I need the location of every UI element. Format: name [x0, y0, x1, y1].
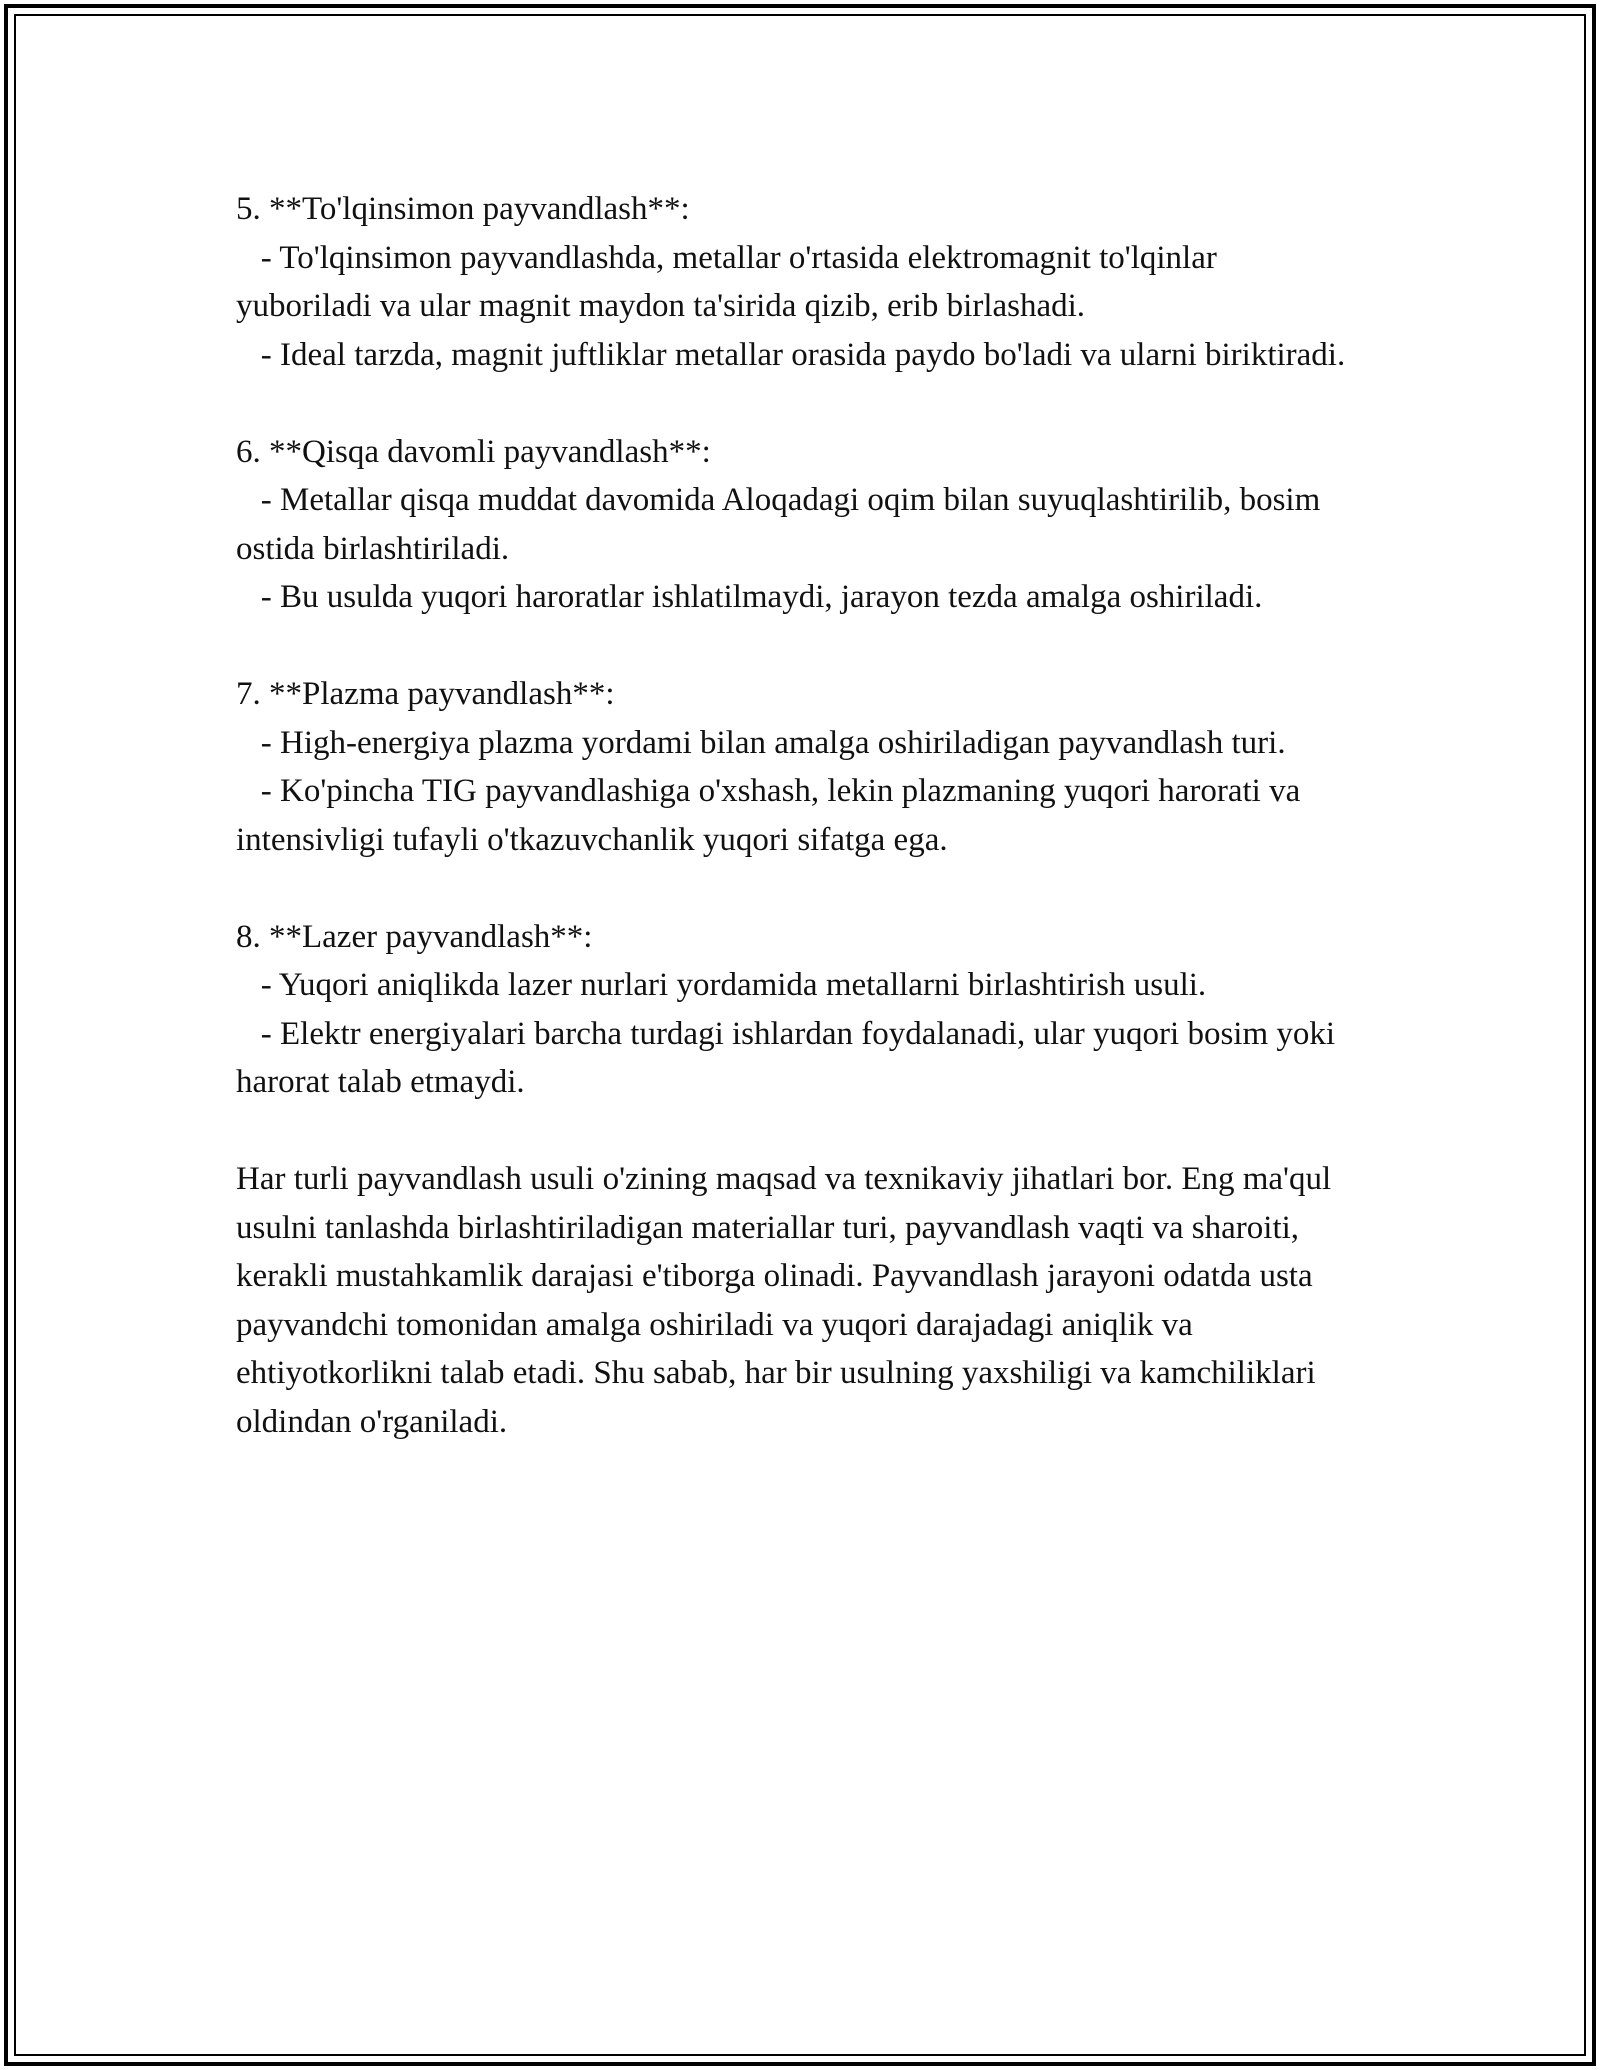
section-6: [236, 428, 1356, 622]
section-bullet: - Elektr energiyalari barcha turdagi ishlardan foydalanadi, ular yuqori bosim yoki harorat talab etmaydi.: [236, 1015, 1344, 1100]
section-bullet: - To'lqinsimon payvandlashda, metallar o'rtasida elektromagnit to'lqinlar yuboriladi va ular magnit maydon ta'sirida qizib, erib birlashadi.: [236, 239, 1226, 324]
section-bullet: - Bu usulda yuqori haroratlar ishlatilmaydi, jarayon tezda amalga oshiriladi.: [236, 579, 1263, 615]
section-heading: 8. **Lazer payvandlash**:: [236, 918, 593, 955]
document-body: [236, 185, 1356, 1495]
section-bullet: - Ideal tarzda, magnit juftliklar metallar orasida paydo bo'ladi va ularni biriktiradi.: [236, 336, 1346, 373]
section-heading: 5. **To'lqinsimon payvandlash**:: [236, 191, 690, 227]
section-7: [236, 670, 1356, 864]
section-heading: 7. **Plazma payvandlash**:: [236, 676, 615, 712]
section-bullet: - Metallar qisqa muddat davomida Aloqadagi oqim bilan suyuqlashtirilib, bosim ostida birlashtiriladi.: [236, 482, 1329, 567]
section-bullet: - Ko'pincha TIG payvandlashiga o'xshash, lekin plazmaning yuqori harorati va intensivligi tufayli o'tkazuvchanlik yuqori sifatga ega.: [236, 773, 1309, 858]
conclusion-paragraph: Har turli payvandlash usuli o'zining maqsad va texnikaviy jihatlari bor. Eng ma'qul usulni tanlashda birlashtiriladigan materiallar turi, payvandlash vaqti va sharoiti, kerakli mustahkamlik darajasi e'tiborga olinadi. Payvandlash jarayoni odatda usta payvandchi tomonidan amalga oshiriladi va yuqori darajadagi aniqlik va ehtiyotkorlikni talab etadi. Shu sabab, har bir usulning yaxshiligi va kamchiliklari oldindan o'rganiladi.: [236, 1161, 1332, 1440]
section-5: [236, 185, 1356, 379]
section-bullet: - Yuqori aniqlikda lazer nurlari yordamida metallarni birlashtirish usuli.: [236, 967, 1207, 1003]
section-bullet: - High-energiya plazma yordami bilan amalga oshiriladigan payvandlash turi.: [236, 724, 1286, 761]
section-8: [236, 913, 1356, 1107]
section-heading: 6. **Qisqa davomli payvandlash**:: [236, 433, 711, 470]
conclusion-section: [236, 1155, 1356, 1446]
